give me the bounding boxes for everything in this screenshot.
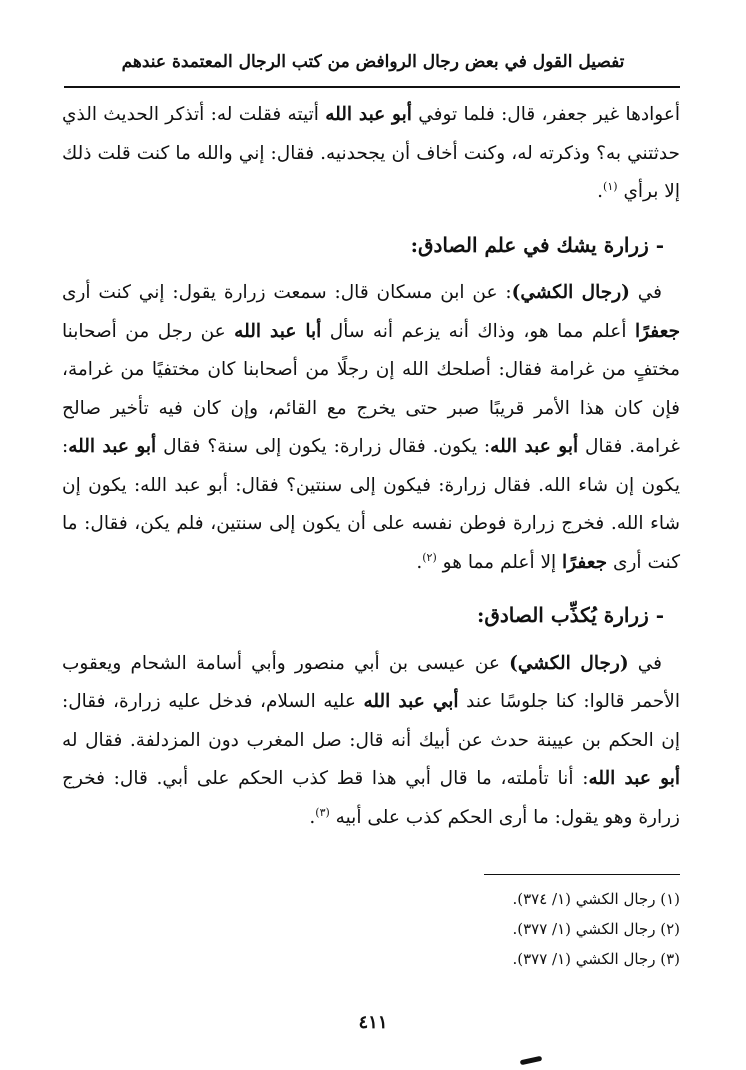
paragraph-3-text: في bbox=[628, 652, 662, 674]
paragraph-1-bold: أبو عبد الله bbox=[325, 104, 412, 125]
paragraph-1-text: أتيته فقلت له: أتذكر الحديث الذي حدثتني به؟ وذكرته له، وكنت أخاف أن يجحدنيه. فقال: إني والله ما كنت قلت ذلك إلا برأي bbox=[62, 104, 680, 202]
paragraph-2-text: : عن ابن مسكان قال: سمعت زرارة يقول: إني كنت أرى bbox=[62, 282, 512, 303]
source-citation: (رجال الكشي) bbox=[509, 652, 629, 674]
running-head: تفصيل القول في بعض رجال الروافض من كتب الرجال المعتمدة عندهم bbox=[121, 52, 625, 72]
footnote-2: (٢) رجال الكشي (١/ ٣٧٧). bbox=[512, 920, 680, 938]
paragraph-2-text: أعلم مما هو، وذاك أنه يزعم أنه سأل bbox=[321, 320, 635, 342]
paragraph-1-text: أعوادها غير جعفر، قال: فلما توفي bbox=[411, 104, 680, 125]
paragraph-3 bbox=[62, 645, 680, 838]
paragraph-2 bbox=[62, 274, 680, 582]
header-rule bbox=[64, 86, 680, 88]
footnote-3: (٣) رجال الكشي (١/ ٣٧٧). bbox=[512, 950, 680, 968]
paragraph-2-bold: أبو عبد الله bbox=[490, 436, 579, 457]
paragraph-2-text: . bbox=[416, 551, 423, 573]
scan-artifact bbox=[520, 1056, 543, 1065]
paragraph-3-text: . bbox=[309, 806, 316, 828]
paragraph-3-bold: أبو عبد الله bbox=[588, 768, 680, 789]
paragraph-2-text: : يكون. فقال زرارة: يكون إلى سنة؟ فقال bbox=[156, 436, 491, 457]
body-text bbox=[62, 96, 680, 837]
paragraph-2-bold: أبو عبد الله bbox=[68, 436, 157, 457]
paragraph-2-text: إلا أعلم مما هو bbox=[442, 551, 563, 573]
paragraph-2-text: في bbox=[629, 282, 662, 303]
paragraph-1-text: . bbox=[597, 181, 604, 202]
paragraph-2-bold: أبا عبد الله bbox=[234, 320, 322, 342]
paragraph-3-bold: أبي عبد الله bbox=[363, 691, 459, 712]
footnote-rule bbox=[484, 874, 680, 875]
section-heading-2: - زرارة يُكذِّب الصادق: bbox=[476, 603, 664, 627]
section-heading-1: - زرارة يشك في علم الصادق: bbox=[410, 232, 664, 257]
paragraph-2-bold: جعفرًا bbox=[634, 320, 681, 342]
paragraph-2-bold: جعفرًا bbox=[562, 551, 608, 573]
footnotes bbox=[300, 884, 680, 974]
paragraph-3-text: عن عيسى بن أبي منصور وأبي أسامة الشحام ويعقوب الأحمر قالوا: كنا جلوسًا عند bbox=[62, 652, 680, 712]
page-number: ٤١١ bbox=[358, 1012, 388, 1033]
paragraph-2-text: : يكون إن شاء الله. فقال زرارة: فيكون إلى سنتين؟ فقال: أبو عبد الله: يكون إن شاء الله. فخرج زرارة فوطن نفسه على أن يكون إلى سنتين، فلم يكن، فقال: ما كنت أرى bbox=[62, 436, 680, 573]
source-citation: (رجال الكشي) bbox=[511, 282, 630, 303]
footnote-ref-3: (٣) bbox=[315, 805, 330, 819]
paragraph-3-text: : أنا تأملته، ما قال أبي هذا قط كذب الحكم على أبي. قال: فخرج زرارة وهو يقول: ما أرى الحكم كذب على أبيه bbox=[62, 768, 680, 828]
footnote-ref-2: (٢) bbox=[422, 550, 437, 564]
paragraph-2-text: عن رجل من أصحابنا مختفٍ من غرامة فقال: أصلحك الله إن رجلًا من أصحابنا كان مختفيًا من غرامة، فإن كان هذا الأمر قريبًا صبر حتى يخرج مع القائم، وإن كان فيه تأخير صالح غرامة. فقال bbox=[62, 320, 680, 457]
paragraph-3-text: عليه السلام، فدخل عليه زرارة، فقال: إن الحكم بن عيينة حدث عن أبيك أنه قال: صل المغرب دون المزدلفة. فقال له bbox=[62, 691, 680, 751]
footnote-1: (١) رجال الكشي (١/ ٣٧٤). bbox=[512, 890, 680, 908]
footnote-ref-1: (١) bbox=[603, 179, 618, 193]
paragraph-1 bbox=[62, 96, 680, 212]
